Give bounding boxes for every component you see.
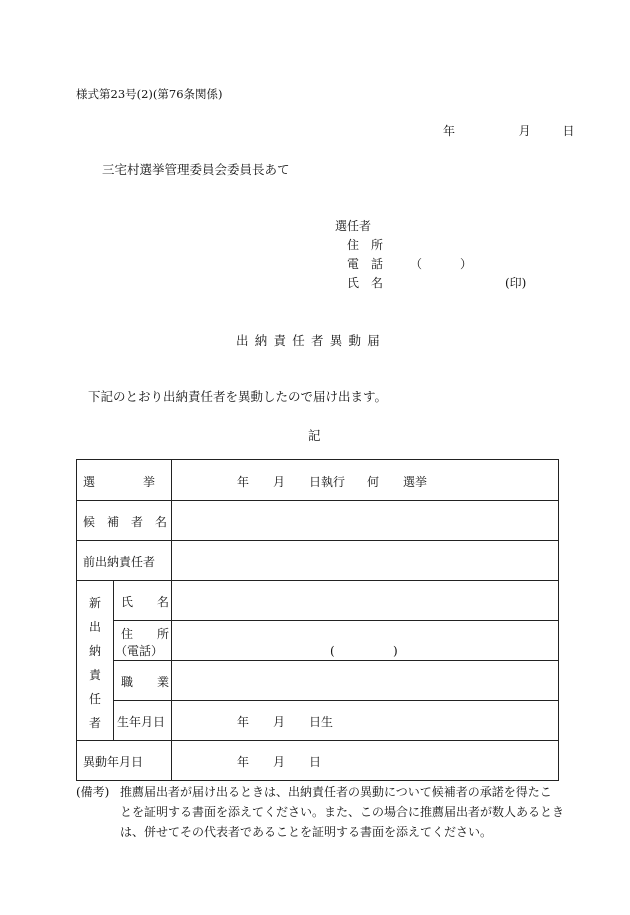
new-officer-char-2: 出	[89, 620, 102, 634]
appointer-phone-label: 電 話	[347, 257, 384, 271]
new-officer-char-6: 者	[89, 716, 102, 730]
election-suffix: 選挙	[403, 475, 428, 489]
change-notice-table	[76, 459, 559, 781]
seal-mark: (印)	[505, 276, 527, 290]
new-officer-char-1: 新	[89, 596, 102, 610]
new-officer-char-3: 納	[89, 644, 102, 658]
birth-year: 年	[237, 715, 250, 729]
intro-text: 下記のとおり出納責任者を異動したので届け出ます。	[88, 389, 388, 404]
candidate-name-label: 候 補 者 名	[83, 515, 168, 529]
change-date-label: 異動年月日	[83, 755, 144, 769]
new-officer-phone-paren-close: )	[393, 644, 398, 658]
new-officer-phone-label: （電話）	[115, 644, 164, 658]
birth-month: 月	[273, 715, 286, 729]
new-officer-phone-paren-open: (	[330, 644, 335, 658]
addressee: 三宅村選挙管理委員会委員長あて	[102, 162, 290, 177]
document-title: 出納責任者異動届	[236, 333, 387, 348]
election-month: 月	[273, 475, 286, 489]
change-year: 年	[237, 755, 250, 769]
birth-day: 日生	[309, 715, 334, 729]
notes-line-1: 推薦届出者が届け出るときは、出納責任者の異動について候補者の承諾を得たこ	[120, 785, 552, 799]
notes-line-2: とを証明する書面を添えてください。また、この場合に推薦届出者が数人あるとき	[120, 805, 565, 819]
change-month: 月	[273, 755, 286, 769]
date-line	[443, 122, 575, 139]
election-day-held: 日執行	[309, 475, 346, 489]
notes-body	[120, 782, 565, 842]
previous-officer-label: 前出納責任者	[83, 555, 156, 569]
appointer-name-label: 氏 名	[347, 276, 384, 290]
appointer-label: 選任者	[335, 219, 372, 233]
appointer-phone-paren-open: （	[410, 257, 423, 271]
ki-heading: 記	[308, 428, 321, 443]
new-officer-name-label: 氏 名	[121, 595, 170, 609]
date-month: 月	[518, 124, 531, 138]
election-label: 選 挙	[83, 475, 156, 489]
new-officer-birthdate-label: 生年月日	[117, 715, 166, 729]
new-officer-address-label: 住 所	[121, 627, 170, 641]
date-year: 年	[443, 124, 456, 138]
appointer-address-label: 住 所	[347, 238, 384, 252]
election-what: 何	[367, 475, 380, 489]
appointer-phone-paren-close: ）	[460, 257, 473, 271]
new-officer-char-4: 責	[89, 668, 102, 682]
new-officer-occupation-label: 職 業	[121, 675, 170, 689]
change-day: 日	[309, 755, 322, 769]
election-year: 年	[237, 475, 250, 489]
notes-line-3: は、併せてその代表者であることを証明する書面を添えてください。	[120, 825, 493, 839]
new-officer-char-5: 任	[89, 692, 102, 706]
notes-label: (備考)	[76, 785, 110, 799]
date-day: 日	[562, 124, 575, 138]
form-number: 様式第23号(2)(第76条関係)	[76, 87, 223, 101]
